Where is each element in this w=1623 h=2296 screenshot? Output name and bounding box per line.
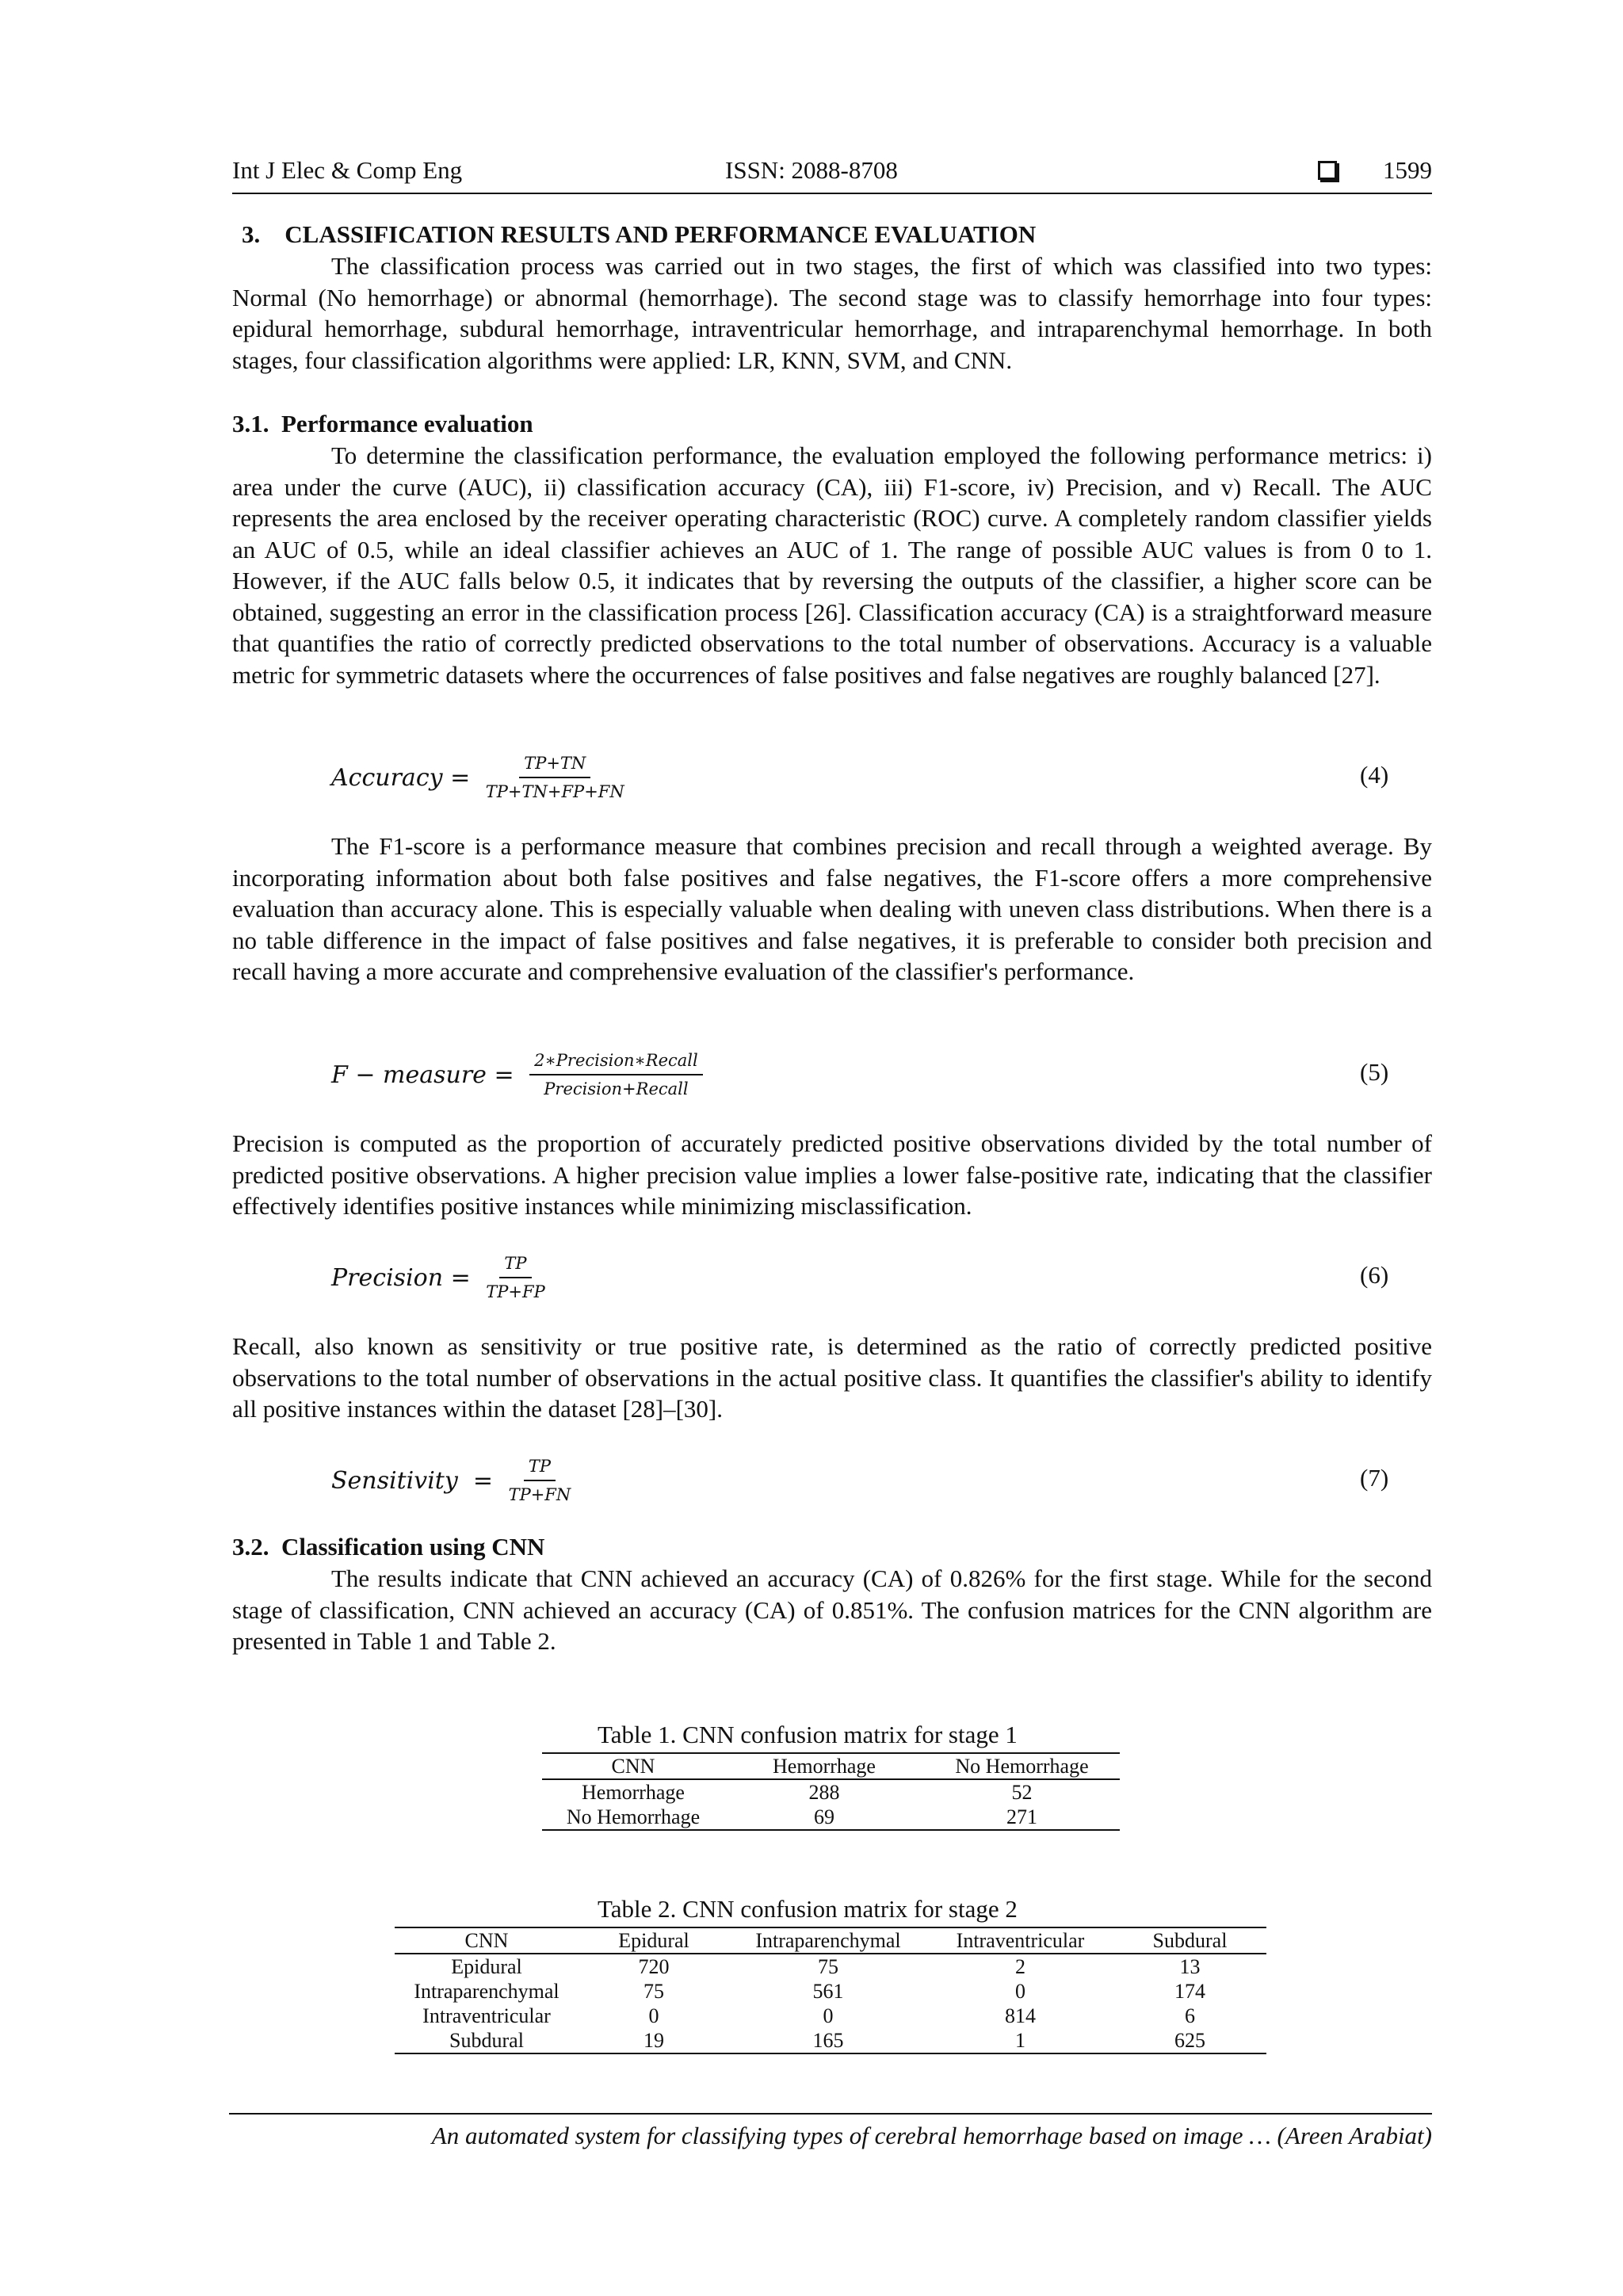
numerator: TP+TN — [519, 753, 590, 778]
paragraph: Recall, also known as sensitivity or true positive rate, is determined as the ratio of correctly predicted positive observations to the total number of observations in the actual positive class. It quantifies the classifier's ability to identify all positive instances within the dataset [28]–[30]. — [232, 1332, 1432, 1423]
numerator: TP — [524, 1456, 556, 1481]
table-cell: 720 — [638, 1955, 670, 1978]
denominator: TP+FP — [486, 1282, 545, 1301]
row-label: Intraventricular — [422, 2004, 551, 2027]
section-3-1-body-2 — [232, 831, 1432, 988]
paragraph: The F1-score is a performance measure that combines precision and recall through a weighted average. By incorporating information about both false positives and false negatives, the F1-score offers a more comprehensive evaluation than accuracy alone. This is especially valuable when dealing with uneven class distributions. When there is a no table difference in the impact of false positives and false negatives, it is preferable to consider both precision and recall having a more accurate and comprehensive evaluation of the classifier's performance. — [232, 832, 1432, 985]
table-row — [395, 1954, 1266, 1979]
table-row — [542, 1779, 1120, 1805]
column-header: No Hemorrhage — [924, 1753, 1120, 1779]
table-cell: 69 — [724, 1805, 924, 1830]
paragraph: The results indicate that CNN achieved an accuracy (CA) of 0.826% for the first stage. While for the second stage of classification, CNN achieved an accuracy (CA) of 0.851%. The confusion matrices for the CNN algorithm are presented in Table 1 and Table 2. — [232, 1564, 1432, 1655]
equation-number: (4) — [1360, 761, 1389, 789]
table-cell: 625 — [1113, 2028, 1266, 2053]
denominator: TP+FN — [508, 1485, 571, 1504]
section-3-1-heading: 3.1. Performance evaluation — [232, 410, 533, 437]
column-header: Intraventricular — [927, 1927, 1113, 1954]
row-label: Intraparenchymal — [414, 1980, 559, 2003]
table-cell: 6 — [1185, 2004, 1195, 2027]
row-label: Subdural — [395, 2028, 579, 2053]
issn: ISSN: 2088-8708 — [725, 156, 898, 184]
equation-number: (5) — [1360, 1058, 1389, 1086]
fraction — [486, 1253, 544, 1302]
table-cell: 75 — [818, 1955, 838, 1978]
equation-lhs: Accuracy = — [331, 763, 478, 792]
table-1 — [542, 1752, 1120, 1831]
table-row — [542, 1805, 1120, 1830]
table-cell: 288 — [808, 1781, 840, 1804]
row-label: Epidural — [451, 1955, 522, 1978]
table-row — [395, 2004, 1266, 2028]
numerator: 2∗Precision∗Recall — [529, 1050, 703, 1075]
table-cell: 165 — [729, 2028, 927, 2053]
table-cell: 814 — [1005, 2004, 1036, 2027]
running-footer: An automated system for classifying types of cerebral hemorrhage based on image … (Areen Arabiat) — [431, 2122, 1432, 2149]
table-cell: 0 — [648, 2004, 659, 2027]
numerator: TP — [499, 1253, 531, 1278]
table-cell: 561 — [812, 1980, 844, 2003]
table-cell: 0 — [1015, 1980, 1025, 2003]
fraction — [529, 1050, 703, 1099]
fraction — [509, 1456, 571, 1505]
equation-f-measure — [331, 1043, 703, 1106]
column-header: Epidural — [579, 1927, 729, 1954]
section-3-1-body-3 — [232, 1128, 1432, 1222]
paragraph: To determine the classification performance, the evaluation employed the following performance metrics: i) area under the curve (AUC), ii) classification accuracy (CA), iii) F1-score, iv) Precision, and v) Recall. The AUC represents the area enclosed by the receiver operating characteristic (ROC) curve. A completely random classifier yields an AUC of 0.5, while an ideal classifier achieves an AUC of 1. The range of possible AUC values is from 0 to 1. However, if the AUC falls below 0.5, it indicates that by reversing the outputs of the classifier, a higher score can be obtained, suggesting an error in the classification process [26]. Classification accuracy (CA) is a straightforward measure that quantifies the ratio of correctly predicted observations to the total number of observations. Accuracy is a valuable metric for symmetric datasets where the occurrences of false positives and false negatives are roughly balanced [27]. — [232, 441, 1432, 689]
fraction — [486, 753, 624, 802]
footer-rule — [229, 2113, 1432, 2115]
equation-sensitivity — [331, 1449, 571, 1512]
table-cell: 0 — [823, 2004, 834, 2027]
denominator: TP+TN+FP+FN — [485, 782, 624, 801]
row-label: Hemorrhage — [582, 1781, 685, 1804]
table-cell: 271 — [924, 1805, 1120, 1830]
table-2-caption: Table 2. CNN confusion matrix for stage 2 — [598, 1895, 1018, 1923]
equation-lhs: F − measure = — [331, 1060, 522, 1089]
table-cell: 174 — [1174, 1980, 1205, 2003]
section-3-body — [232, 250, 1432, 376]
section-3-1-body — [232, 440, 1432, 690]
equation-precision — [331, 1246, 545, 1309]
section-3-heading: 3. CLASSIFICATION RESULTS AND PERFORMANCE EVALUATION — [242, 220, 1037, 248]
table-cell: 2 — [1015, 1955, 1025, 1978]
page-number: 1599 — [1383, 156, 1432, 184]
section-3-1-body-4 — [232, 1331, 1432, 1425]
column-header: CNN — [395, 1927, 579, 1954]
table-cell: 52 — [1011, 1781, 1033, 1804]
paragraph: The classification process was carried out in two stages, the first of which was classified into two types: Normal (No hemorrhage) or abnormal (hemorrhage). The second stage was to classify hemorrhage into four types: epidural hemorrhage, subdural hemorrhage, intraventricular hemorrhage, and intraparenchymal hemorrhage. In both stages, four classification algorithms were applied: LR, KNN, SVM, and CNN. — [232, 252, 1432, 374]
paragraph: Precision is computed as the proportion of accurately predicted positive observations divided by the total number of predicted positive observations. A higher precision value implies a lower false-positive rate, indicating that the classifier effectively identifies positive instances while minimizing misclassification. — [232, 1129, 1432, 1220]
row-label: No Hemorrhage — [542, 1805, 724, 1830]
equation-number: (7) — [1360, 1464, 1389, 1492]
journal-name: Int J Elec & Comp Eng — [232, 156, 463, 184]
table-header-row — [395, 1927, 1266, 1954]
running-header — [232, 155, 1432, 194]
table-cell: 75 — [643, 1980, 664, 2003]
table-cell: 19 — [579, 2028, 729, 2053]
square-bullet-icon — [1318, 161, 1337, 180]
column-header: Intraparenchymal — [729, 1927, 927, 1954]
equation-number: (6) — [1360, 1261, 1389, 1289]
table-row — [395, 1979, 1266, 2004]
column-header: Subdural — [1113, 1927, 1266, 1954]
table-header-row — [542, 1753, 1120, 1779]
table-cell: 13 — [1179, 1955, 1201, 1978]
table-1-caption: Table 1. CNN confusion matrix for stage 1 — [598, 1721, 1018, 1748]
section-3-2-body — [232, 1563, 1432, 1657]
table-2 — [395, 1927, 1266, 2054]
section-3-2-heading: 3.2. Classification using CNN — [232, 1533, 545, 1561]
column-header: Hemorrhage — [724, 1753, 924, 1779]
equation-lhs: Sensitivity = — [331, 1466, 501, 1495]
table-cell: 1 — [927, 2028, 1113, 2053]
equation-lhs: Precision = — [331, 1263, 479, 1292]
column-header: CNN — [542, 1753, 724, 1779]
denominator: Precision+Recall — [544, 1079, 689, 1098]
equation-accuracy — [331, 746, 624, 809]
table-row — [395, 2028, 1266, 2053]
